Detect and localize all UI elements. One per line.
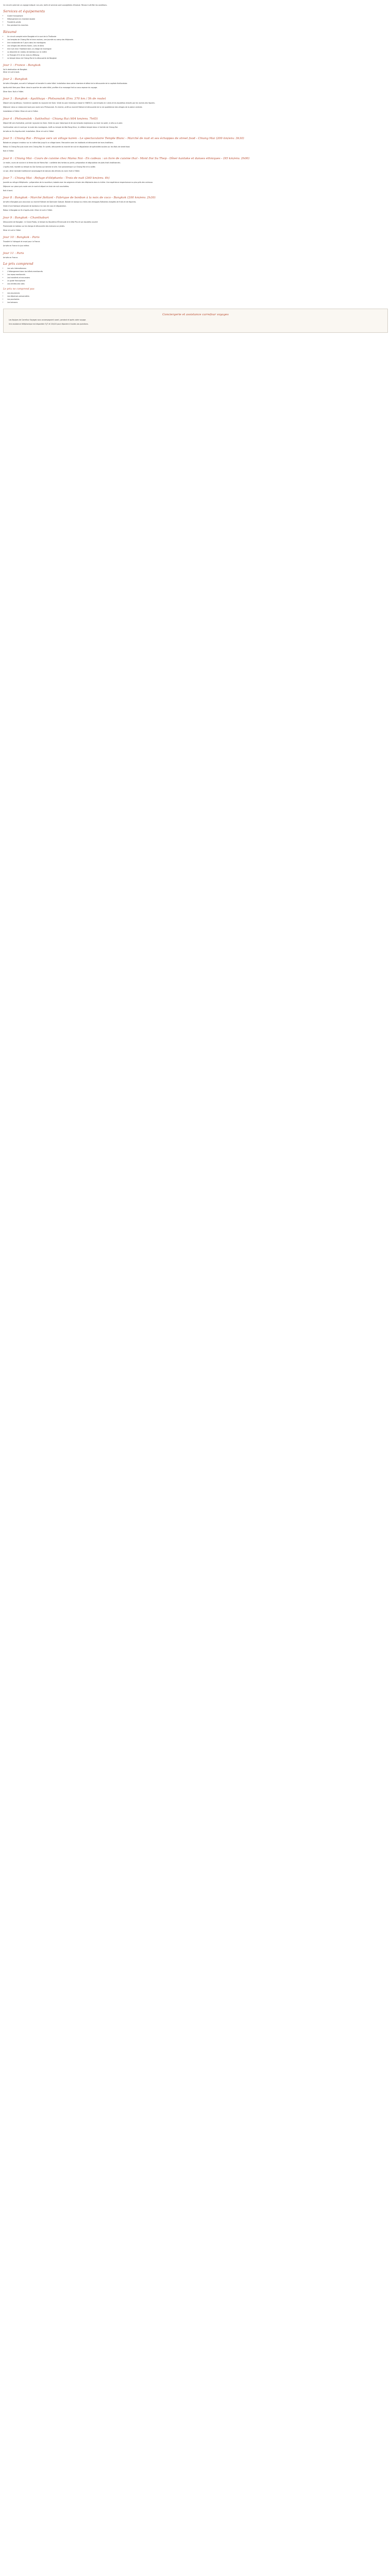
list-item: • Une nuit chez l'habitant dans un village de montagne: [7, 48, 388, 50]
list-item: • La descente en radeau de bambou sur la rivière: [7, 51, 388, 53]
day-title: Jour 1 : France - Bangkok: [3, 64, 41, 67]
day-line: Vol à destination de Bangkok.: [3, 69, 28, 71]
list-item: • Les boissons: [7, 301, 388, 303]
included-title: Le prix comprend: [3, 262, 34, 266]
list-item: • Les repas mentionnés: [7, 274, 388, 276]
day-paragraph: Déjeuner sur place puis route vers le nord et départ en train de nuit couchettes.: [3, 185, 70, 188]
list-item: • Le guide francophone: [7, 280, 388, 282]
intro-text: Ce circuit à pied est un voyage indiqué. Les prix, tarifs et services sont susceptibles d'évoluer. Pensez à vérifier les conditions.: [3, 4, 107, 6]
day-paragraph: Le soir, dîner kantoke traditionnel accompagné de danses des ethnies du nord. Nuit à l'hôtel.: [3, 170, 80, 172]
day-title: Jour 11 : Paris: [3, 251, 24, 255]
list-item: • Les dépenses personnelles: [7, 295, 388, 297]
day-paragraph: Dîner et nuit à l'hôtel.: [3, 229, 21, 231]
day-title: Jour 7 : Chiang Mai - Refuge d'éléphants - Trois de nuit (260 km/env. 4h): [3, 177, 110, 180]
list-item: • Hébergement en chambre double: [7, 18, 388, 20]
day-paragraph: Retour à Bangkok en fin d'après-midi. Dîner et nuit à l'hôtel.: [3, 209, 53, 212]
included-list: [3, 267, 388, 285]
page: [0, 0, 391, 338]
list-item: • Les transferts et excursions: [7, 277, 388, 279]
day-paragraph: Arrivée en fin d'après-midi. Installation. Dîner et nuit à l'hôtel.: [3, 130, 54, 132]
day-title: Jour 10 : Bangkok - Paris: [3, 236, 40, 240]
day-title: Jour 8 : Bangkok - Marché flottant - Fabrique de bonbon à la noix de coco - Bangkok (200 km/env. 2h30): [3, 196, 156, 200]
day-paragraph: Arrivée en France le jour même.: [3, 245, 30, 247]
itinerary: [3, 64, 388, 259]
list-item: • Une randonnée de 3 jours dans les montagnes: [7, 42, 388, 44]
list-item: • Le temple blanc de Chiang Rai et la découverte de Bangkok: [7, 57, 388, 59]
list-item: • Les vols internationaux: [7, 267, 388, 269]
list-item: • Un circuit complet entre Bangkok et le nord de la Thaïlande: [7, 36, 388, 38]
list-item: • Guide francophone: [7, 15, 388, 17]
day-paragraph: Nuit à bord.: [3, 190, 13, 192]
concierge-paragraph: Une assistance téléphonique est disponible 7j/7 et 24h/24 pour répondre à toutes vos questions.: [9, 323, 89, 325]
resume-title: Résumé: [3, 29, 17, 34]
concierge-box: [3, 309, 388, 333]
day-line: Dîner et nuit à bord.: [3, 71, 20, 73]
day-paragraph: Arrivée à Bangkok puis excursion au marché flottant de Damnoen Saduak. Balade en barque au milieu des échoppes flottantes chargées de fruits et de légumes.: [3, 201, 137, 204]
day-paragraph: Retour à Chiang Rai puis route vers Chiang Mai. En soirée, découverte du marché de nuit et dégustation de spécialités locales sur les étals de street food.: [3, 146, 131, 148]
list-item: • Transferts privés: [7, 21, 388, 23]
services-title: Services et équipements: [3, 9, 45, 14]
day-paragraph: Promenade en bateau sur les klongs et découverte des maisons sur pilotis.: [3, 225, 65, 227]
services-list: [3, 15, 388, 26]
day-paragraph: Installation à l'hôtel. Dîner et nuit à l'hôtel.: [3, 110, 39, 113]
day-paragraph: Transfert à l'aéroport et envol pour la France.: [3, 241, 41, 243]
list-item: • Les pourboires: [7, 298, 388, 300]
list-item: • Le Triangle d'Or et les rives du Mékong: [7, 54, 388, 56]
not-included-title: Le prix ne comprend pas: [3, 287, 35, 291]
day-paragraph: L'après-midi, montée au temple du Doi Suthep qui domine la ville. Vue panoramique sur Chiang Mai et la vallée.: [3, 165, 96, 168]
day-title: Jour 3 : Bangkok - Ayutthaya - Phitsanulok (Env. 370 km / 5h de route): [3, 97, 106, 101]
day-paragraph: Départ tôt vers Sukhothai, premier royaume du Siam. Visite du parc historique et de ses temples majestueux au lever du soleil, à vélo ou à pied.: [3, 122, 123, 124]
day-paragraph: Arrivée à Bangkok, accueil à l'aéroport et transfert à votre hôtel. Installation dans votre chambre et début de la découverte de la capitale thaïlandaise.: [3, 82, 128, 85]
day-paragraph: Le matin, cours de cuisine à la ferme bio de Mama Noi : cueillette des herbes au jardin, préparation et dégustation de plats thaïs traditionnels.: [3, 161, 121, 164]
list-item: • Eau pendant les marches: [7, 24, 388, 26]
day-line: Arrivée en France.: [3, 256, 19, 259]
concierge-title: Conciergerie et assistance carrefour voyages: [162, 313, 229, 316]
day-title: Jour 5 : Chiang Rai - Pirogue vers un village karen - Le spectaculaire Temple Blanc - Marché de nuit et ses échoppes de street food - Chiang Mai (200 km/env. 3h30): [3, 137, 245, 141]
day-paragraph: Après-midi libre pour flâner dans le quartier de votre hôtel, profiter d'un massage thaï ou vous reposer du voyage.: [3, 87, 97, 89]
day-paragraph: Continuation vers le nord par la route des montagnes. Arrêt au temple de Wat Rong Khun, le célèbre temple blanc à l'entrée de Chiang Rai.: [3, 126, 118, 128]
list-item: • Les temples de Chiang Mai et leurs moines, une journée au camp des éléphants: [7, 39, 388, 41]
day-title: Jour 4 : Phitsanulok - Sukhothai - Chiang Rai (404 km/env. 7h45): [3, 117, 98, 121]
list-item: • Les entrées des sites: [7, 283, 388, 285]
day-paragraph: Déjeuner dans un restaurant local puis route vers Phitsanulok. En chemin, arrêt au marché flottant et découverte de la vie quotidienne des villages de la plaine centrale.: [3, 106, 143, 109]
list-item: • Les villages des ethnies Karen, Lahu et Akha: [7, 45, 388, 47]
day-title: Jour 2 : Bangkok: [3, 78, 28, 81]
day-paragraph: Visite d'une fabrique artisanale de bonbons à la noix de coco et dégustation.: [3, 205, 67, 208]
list-item: • Les assurances: [7, 292, 388, 294]
list-item: • L'hébergement dans les hôtels mentionnés: [7, 270, 388, 273]
day-paragraph: Découverte de Bangkok : le Grand Palais, le temple du Bouddha d'Émeraude et le Wat Pho et son bouddha couché.: [3, 221, 99, 223]
day-paragraph: Dîner libre. Nuit à l'hôtel.: [3, 91, 24, 93]
concierge-paragraph: Les équipes de Carrefour Voyages vous accompagnent avant, pendant et après votre voyage.: [9, 318, 87, 321]
day-title: Jour 6 : Chiang Mai - Cours de cuisine chez Mama Noi - En cadeau : un livre de cuisine thaï - Mont Doi Su Thep - Dîner kantoke et danses ethniques - (95 km/env. 2h00): [3, 157, 250, 160]
day-paragraph: Départ vers Ayutthaya, l'ancienne capitale du royaume de Siam. Visite du parc historique classé à l'UNESCO, ses temples en ruines et les bouddhas enlacés par les racines des figuiers.: [3, 102, 155, 105]
resume-list: [3, 36, 388, 59]
day-paragraph: Nuit à l'hôtel.: [3, 150, 14, 152]
day-title: Jour 9 : Bangkok - Chanthaburi: [3, 216, 49, 219]
day-paragraph: Journée au refuge d'éléphants : préparation de la nourriture, balade avec les soigneurs et bain des éléphants dans la rivière. Une expérience respectueuse au plus près des animaux.: [3, 181, 153, 184]
not-included-list: [3, 292, 388, 303]
day-paragraph: Balade en pirogue à moteur sur la rivière Kok jusqu'à un village karen. Rencontre avec les habitants et découverte de leurs traditions.: [3, 142, 114, 144]
